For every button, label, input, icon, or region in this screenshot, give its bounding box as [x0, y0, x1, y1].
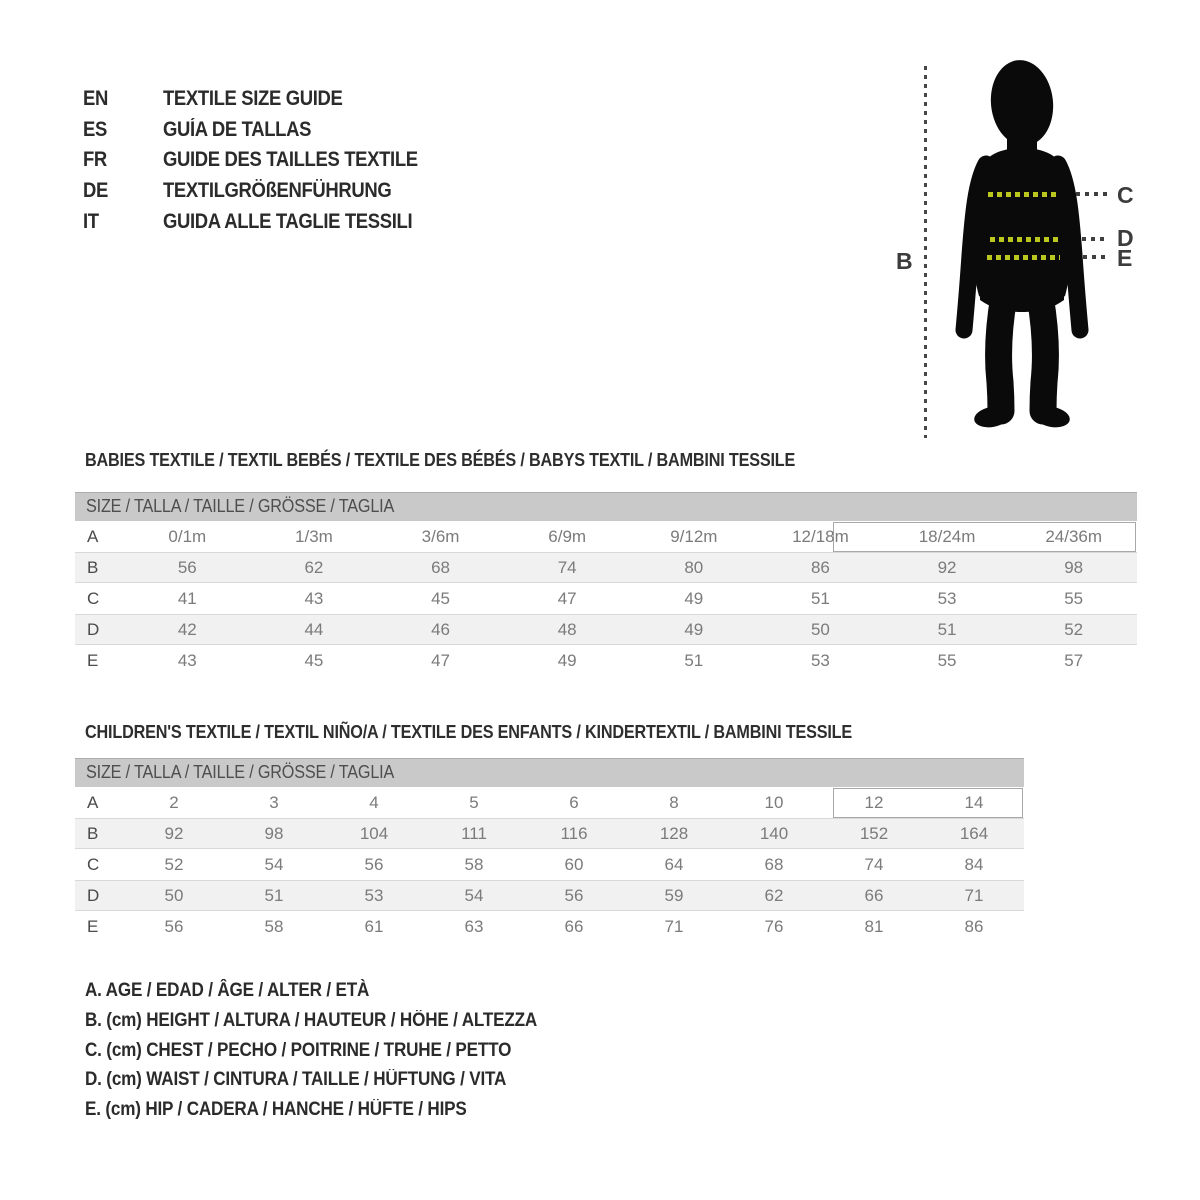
figure-label-waist: D	[1117, 225, 1134, 251]
table-cell: 60	[564, 855, 584, 874]
table-cell: 92	[164, 824, 184, 843]
measurement-figure	[880, 50, 1200, 450]
language-title: TEXTILGRÖßENFÜHRUNG	[163, 179, 392, 203]
table-cell: 66	[564, 917, 584, 936]
table-cell: 51	[264, 886, 284, 905]
babies-row-B	[75, 552, 1137, 583]
table-cell: 24/36m	[1045, 527, 1103, 546]
table-cell: 9/12m	[670, 527, 718, 546]
table-cell: 45	[431, 589, 451, 608]
table-cell: 55	[937, 651, 957, 670]
table-cell: 45	[304, 651, 324, 670]
legend-line-age: A. AGE / EDAD / ÂGE / ALTER / ETÀ	[85, 980, 370, 1001]
language-row-de	[83, 176, 452, 207]
table-cell: 71	[664, 917, 684, 936]
chest-leader-line	[1076, 192, 1108, 196]
table-cell: 86	[964, 917, 984, 936]
babies-row-C	[75, 583, 1137, 614]
language-row-it	[83, 206, 452, 237]
table-cell: 66	[864, 886, 884, 905]
children-row-C	[75, 849, 1024, 880]
table-cell: 42	[177, 620, 197, 639]
size-header-bar	[75, 758, 1024, 787]
language-title: GUÍA DE TALLAS	[163, 117, 312, 141]
figure-label-height: B	[896, 248, 913, 274]
table-cell: 47	[557, 589, 577, 608]
figure-label-chest: C	[1117, 182, 1134, 208]
table-cell: 51	[684, 651, 704, 670]
language-row-fr	[83, 145, 452, 176]
language-code: EN	[83, 87, 108, 111]
table-cell: 14	[964, 793, 984, 812]
table-cell: 8	[669, 793, 679, 812]
language-code: FR	[83, 148, 107, 172]
table-cell: 80	[684, 558, 704, 577]
table-cell: 5	[469, 793, 479, 812]
row-label: B	[87, 824, 99, 843]
table-cell: 43	[304, 589, 324, 608]
table-cell: 56	[164, 917, 184, 936]
table-cell: 51	[937, 620, 957, 639]
table-cell: 4	[369, 793, 379, 812]
table-cell: 53	[937, 589, 957, 608]
table-cell: 56	[364, 855, 384, 874]
table-cell: 116	[560, 824, 588, 843]
children-section-heading: CHILDREN'S TEXTILE / TEXTIL NIÑO/A / TEXTILE DES ENFANTS / KINDERTEXTIL / BAMBINI TESSILE	[85, 722, 852, 742]
row-label: E	[87, 651, 99, 670]
language-title: GUIDA ALLE TAGLIE TESSILI	[163, 209, 413, 233]
table-cell: 49	[684, 620, 704, 639]
children-row-D	[75, 880, 1024, 911]
table-cell: 0/1m	[168, 527, 207, 546]
table-cell: 68	[764, 855, 784, 874]
legend-line-waist: D. (cm) WAIST / CINTURA / TAILLE / HÜFTUNG / VITA	[85, 1069, 507, 1091]
table-cell: 1/3m	[295, 527, 333, 546]
legend-line-hip: E. (cm) HIP / CADERA / HANCHE / HÜFTE / HIPS	[85, 1099, 467, 1121]
row-label: A	[87, 793, 99, 812]
chest-measure-line	[988, 192, 1056, 197]
language-row-es	[83, 115, 452, 146]
table-cell: 58	[464, 855, 484, 874]
table-cell: 152	[859, 824, 889, 843]
table-cell: 61	[364, 917, 384, 936]
children-size-table	[75, 758, 1024, 942]
measurement-legend	[85, 976, 587, 1125]
table-cell: 47	[431, 651, 451, 670]
row-label: D	[87, 886, 100, 905]
table-cell: 52	[164, 855, 184, 874]
hip-measure-line	[987, 255, 1060, 260]
hip-leader-line	[1083, 255, 1108, 259]
table-cell: 98	[1064, 558, 1084, 577]
table-cell: 54	[264, 855, 284, 874]
row-label: A	[87, 527, 99, 546]
table-cell: 140	[759, 824, 789, 843]
table-cell: 62	[304, 558, 324, 577]
table-cell: 76	[764, 917, 784, 936]
table-cell: 128	[659, 824, 689, 843]
language-row-en	[83, 84, 452, 115]
waist-leader-line	[1082, 237, 1108, 241]
legend-line-chest: C. (cm) CHEST / PECHO / POITRINE / TRUHE / PETTO	[85, 1039, 512, 1061]
language-title: TEXTILE SIZE GUIDE	[163, 87, 343, 111]
table-cell: 18/24m	[918, 527, 976, 546]
table-cell: 50	[164, 886, 184, 905]
table-cell: 48	[557, 620, 577, 639]
table-cell: 44	[304, 620, 324, 639]
table-cell: 3	[269, 793, 279, 812]
babies-size-table	[75, 492, 1137, 676]
table-cell: 74	[557, 558, 577, 577]
table-cell: 84	[964, 855, 984, 874]
table-cell: 111	[461, 824, 487, 843]
figure-label-hip: E	[1117, 245, 1133, 271]
babies-row-D	[75, 614, 1137, 645]
table-cell: 74	[864, 855, 884, 874]
language-title: GUIDE DES TAILLES TEXTILE	[163, 148, 418, 172]
size-header-bar	[75, 492, 1137, 521]
height-dotted-line	[924, 66, 927, 438]
table-cell: 86	[810, 558, 830, 577]
row-label: B	[87, 558, 99, 577]
table-cell: 104	[359, 824, 389, 843]
table-cell: 6/9m	[548, 527, 587, 546]
row-label: C	[87, 589, 100, 608]
row-label: C	[87, 855, 100, 874]
table-cell: 54	[464, 886, 484, 905]
table-cell: 56	[564, 886, 584, 905]
silhouette-leg-right	[1040, 296, 1045, 411]
size-header-label: SIZE / TALLA / TAILLE / GRÖSSE / TAGLIA	[86, 496, 395, 516]
table-cell: 51	[810, 589, 830, 608]
table-cell: 81	[864, 917, 884, 936]
table-cell: 49	[557, 651, 577, 670]
table-cell: 10	[764, 793, 784, 812]
table-cell: 57	[1064, 651, 1084, 670]
table-cell: 56	[177, 558, 197, 577]
table-cell: 63	[464, 917, 484, 936]
table-cell: 12/18m	[792, 527, 849, 546]
children-row-E	[75, 911, 1024, 942]
size-header-label: SIZE / TALLA / TAILLE / GRÖSSE / TAGLIA	[86, 762, 395, 782]
table-cell: 2	[169, 793, 179, 812]
table-cell: 68	[431, 558, 451, 577]
table-cell: 49	[684, 589, 704, 608]
table-cell: 164	[959, 824, 989, 843]
silhouette-leg-left	[999, 296, 1004, 411]
table-cell: 3/6m	[421, 527, 460, 546]
row-label: D	[87, 620, 100, 639]
babies-section-heading: BABIES TEXTILE / TEXTIL BEBÉS / TEXTILE DES BÉBÉS / BABYS TEXTIL / BAMBINI TESSILE	[85, 450, 796, 470]
babies-row-E	[75, 645, 1137, 676]
table-cell: 92	[937, 558, 957, 577]
table-cell: 64	[664, 855, 684, 874]
table-cell: 12	[864, 793, 884, 812]
table-cell: 53	[364, 886, 384, 905]
table-cell: 71	[964, 886, 984, 905]
table-cell: 46	[431, 620, 451, 639]
table-cell: 58	[264, 917, 284, 936]
table-cell: 55	[1064, 589, 1084, 608]
table-cell: 6	[569, 793, 579, 812]
table-cell: 52	[1064, 620, 1084, 639]
children-row-B	[75, 818, 1024, 849]
table-cell: 43	[177, 651, 197, 670]
table-cell: 53	[810, 651, 830, 670]
language-title-block	[83, 84, 452, 237]
table-cell: 50	[810, 620, 830, 639]
table-cell: 59	[664, 886, 684, 905]
children-row-A	[75, 787, 1024, 818]
legend-line-height: B. (cm) HEIGHT / ALTURA / HAUTEUR / HÖHE / ALTEZZA	[85, 1009, 538, 1031]
table-cell: 98	[264, 824, 284, 843]
waist-measure-line	[990, 237, 1058, 242]
language-code: DE	[83, 179, 108, 203]
language-code: IT	[83, 209, 99, 233]
language-code: ES	[83, 117, 107, 141]
row-label: E	[87, 917, 99, 936]
table-cell: 41	[177, 589, 197, 608]
table-cell: 62	[764, 886, 784, 905]
babies-row-A	[75, 521, 1137, 552]
